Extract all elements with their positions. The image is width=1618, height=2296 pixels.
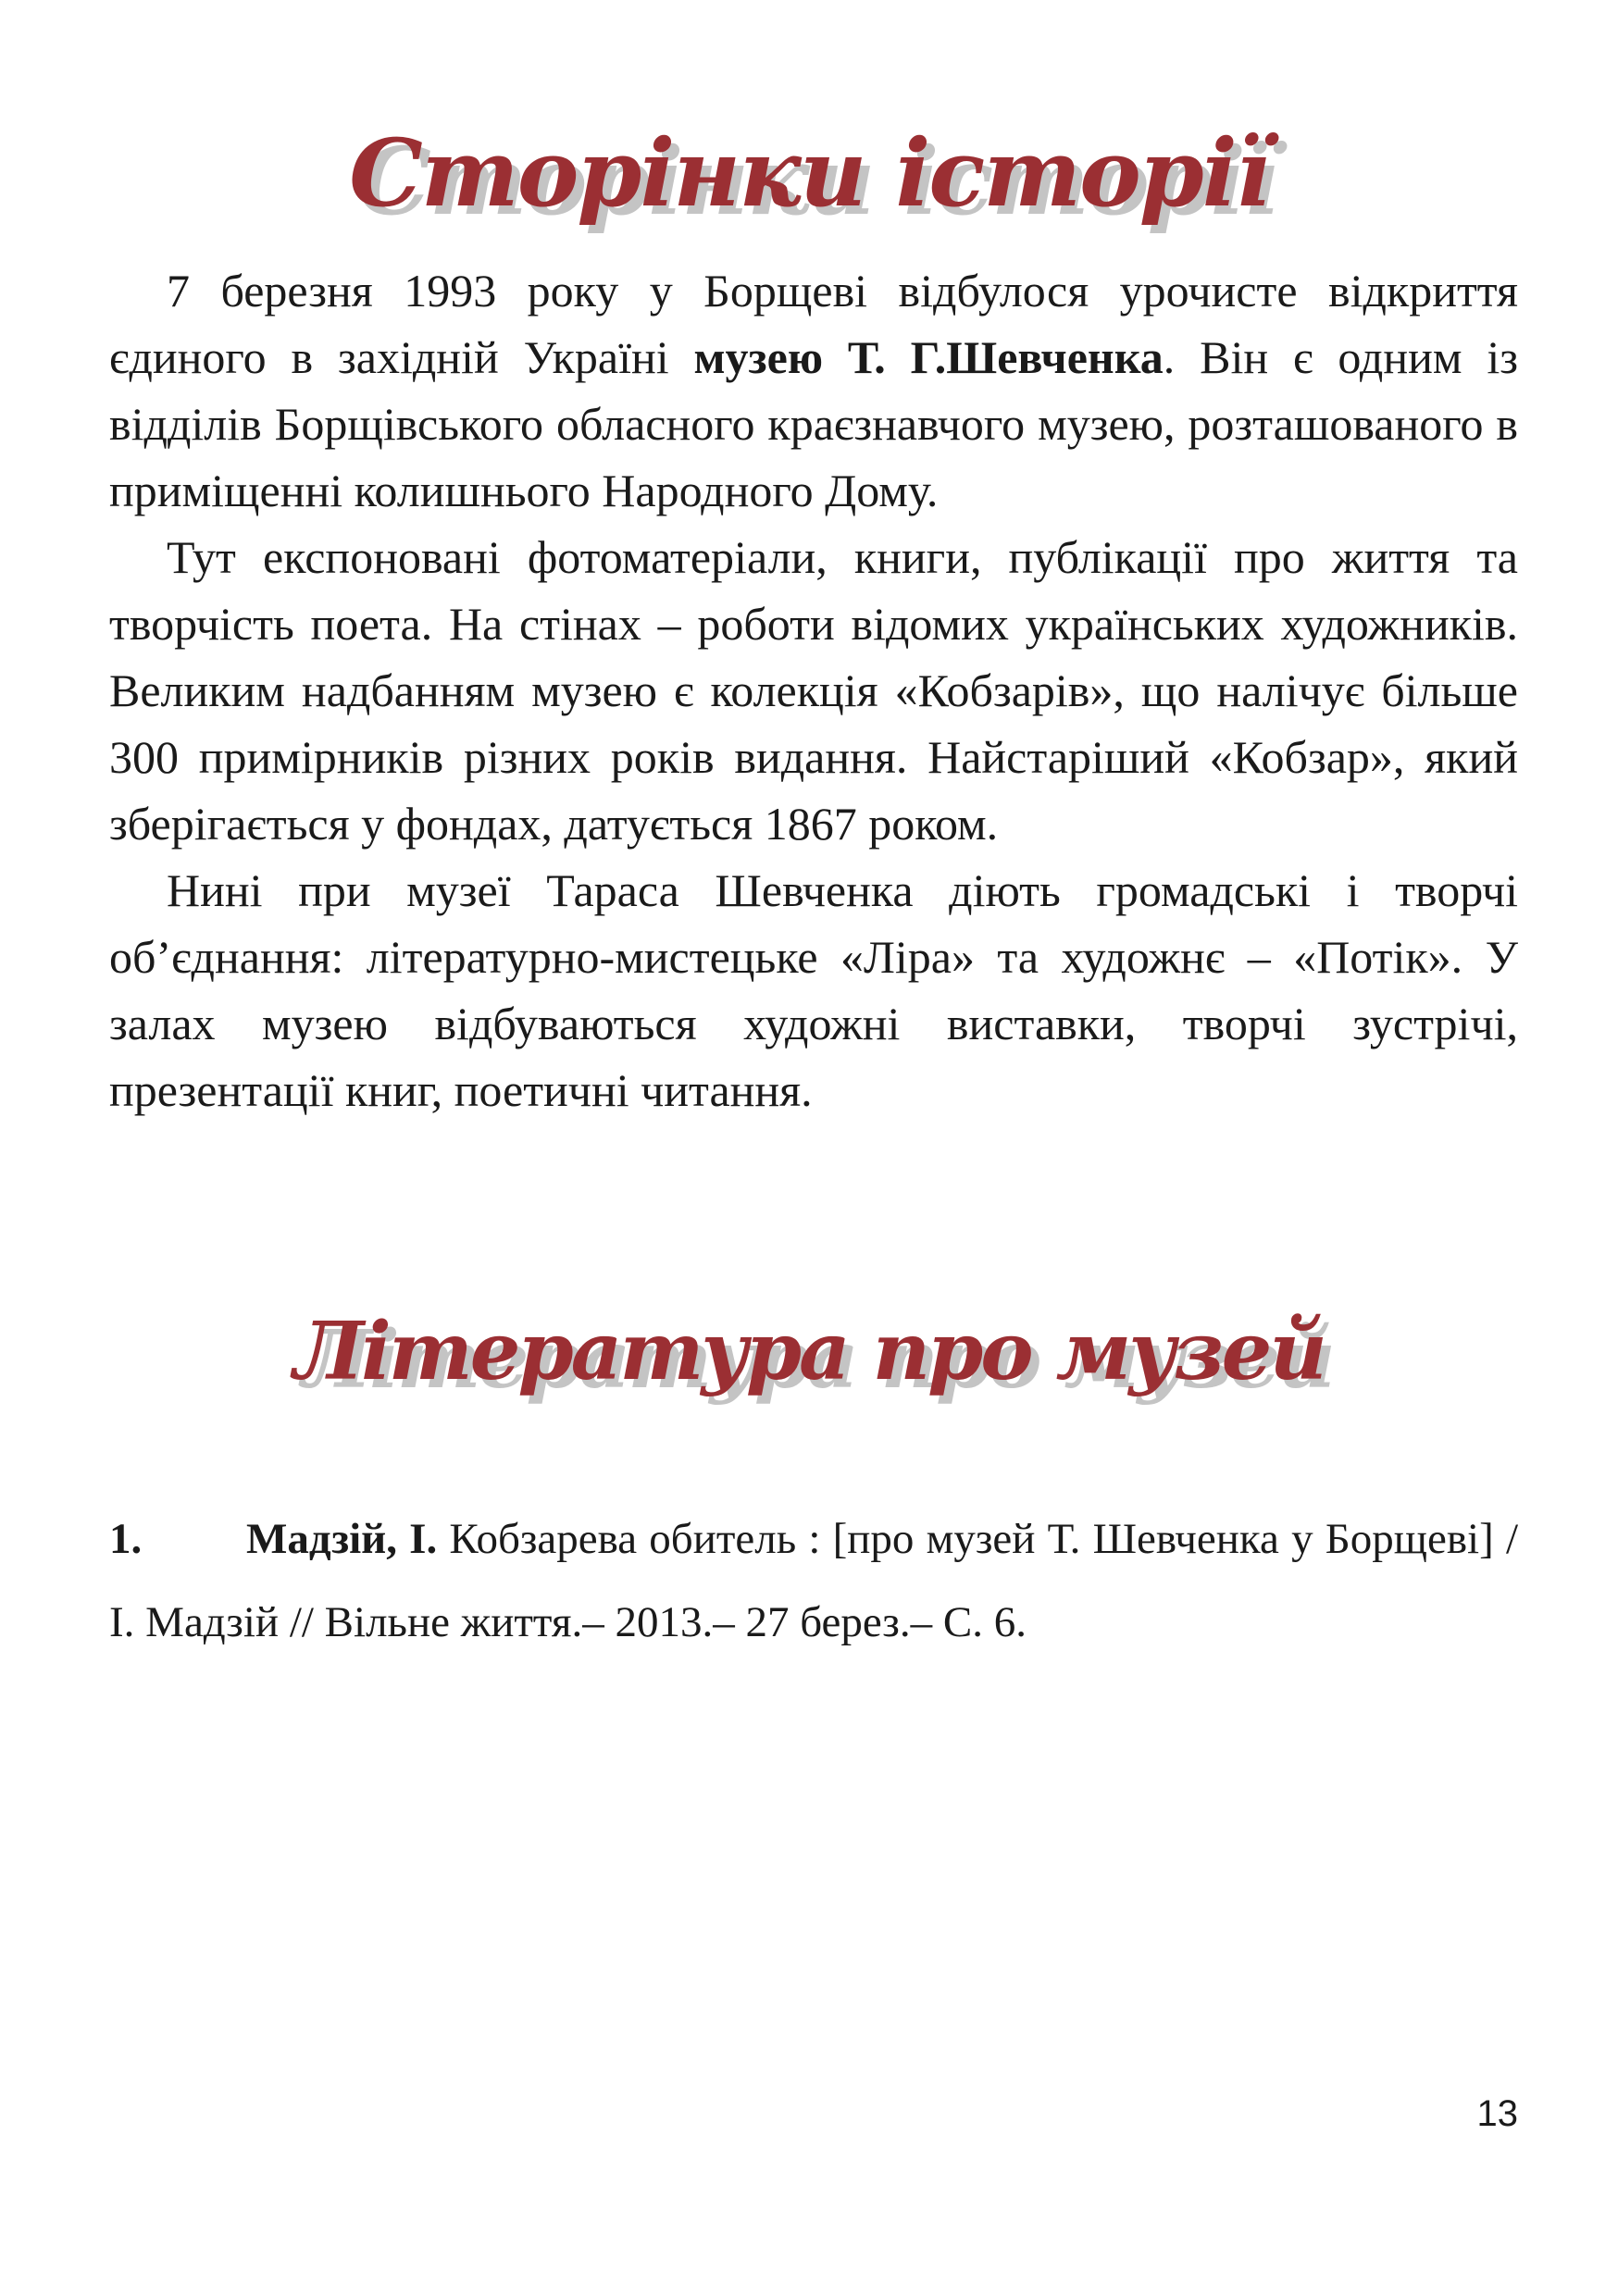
bibliography-list bbox=[109, 1497, 1518, 1664]
entry-citation: Кобзарева обитель : [про музей Т. Шевченка у Борщеві] / І. Мадзій // Вільне життя.– 2013.– 27 берез.– С. 6. bbox=[109, 1515, 1518, 1646]
history-text bbox=[109, 257, 1518, 1123]
entry-author: Мадзій, І. bbox=[246, 1515, 438, 1563]
page-number: 13 bbox=[1476, 2093, 1518, 2134]
paragraph-museum-opening bbox=[109, 257, 1518, 524]
paragraph-associations: Нині при музеї Тараса Шевченка діють громадські і творчі об’єднання: літературно-мистецьке «Ліра» та художнє – «Потік». У залах музею відбуваються художні виставки, творчі зустрічі, презентації книг, поетичні читання. bbox=[109, 864, 1518, 1116]
bibliography-entry bbox=[109, 1497, 1518, 1664]
section-heading-history: Сторінки історії bbox=[349, 118, 1269, 228]
paragraph-exhibits: Тут експоновані фотоматеріали, книги, публікації про життя та творчість поета. На стінах – роботи відомих українських художників. Великим надбанням музею є колекція «Кобзарів», що налічує більше 300 примірників різних років видання. Найстаріший «Кобзар», який зберігається у фондах, датується 1867 роком. bbox=[109, 531, 1518, 850]
section-heading-literature: Література про музей bbox=[293, 1305, 1325, 1398]
paragraph-lead: 7 березня 1993 року у Борщеві відбулося урочисте відкриття єдиного в західній Україні bbox=[109, 265, 1518, 383]
entry-number: 1. bbox=[109, 1515, 143, 1563]
paragraph-tail: . Він є одним із відділів Борщівського обласного краєзнавчого музею, розташованого в приміщенні колишнього Народного Дому. bbox=[109, 331, 1519, 516]
museum-name: музею Т. Г.Шевченка bbox=[693, 331, 1164, 383]
